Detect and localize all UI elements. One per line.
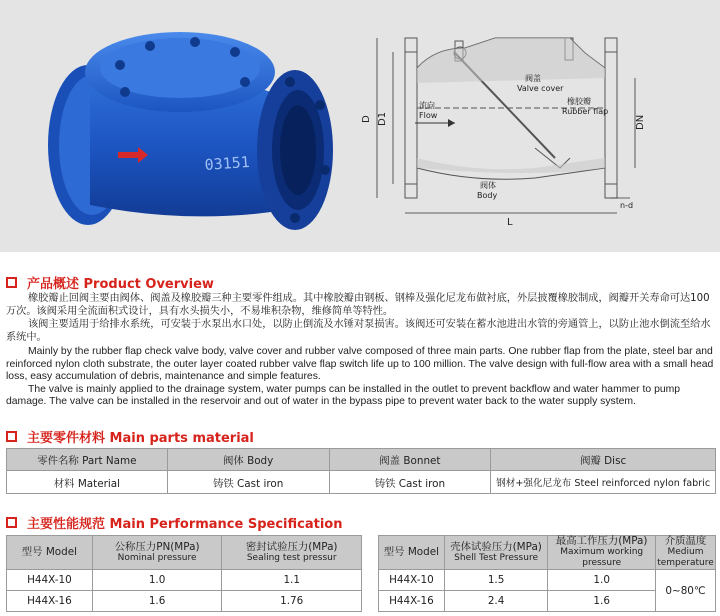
cell-material-label: 材料 Material [7, 471, 168, 494]
overview-title: 产品概述 Product Overview [27, 276, 214, 292]
cell-body-material: 铸铁 Cast iron [167, 471, 329, 494]
header-nominal-pressure: 公称压力PN(MPa) Nominal pressure [92, 536, 222, 570]
label-flow-cn: 流向 [419, 101, 435, 110]
label-body-en: Body [477, 191, 498, 200]
square-bullet-icon [6, 277, 17, 288]
overview-cn-paragraph-2: 该阀主要适用于给排水系统，可安装于水泵出水口处，以防止倒流及水锤对泵损害。该阀还可安装在蓄水池进出水管的旁通管上，以防止池水倒流至给水系统中。 [6, 319, 711, 343]
table-header-row [7, 449, 716, 471]
header-body: 阀体 Body [167, 449, 329, 471]
header-sealing-test-pressure: 密封试验压力(MPa) Sealing test pressur [222, 536, 362, 570]
header-bonnet: 阀盖 Bonnet [329, 449, 491, 471]
cell-working-pressure: 1.0 [548, 570, 656, 591]
table-header-row [379, 536, 716, 570]
casting-text: 03151 [204, 152, 251, 174]
table-row [379, 570, 716, 591]
label-dim-dn: DN [635, 114, 646, 130]
header-shell-test-pressure: 壳体试验压力(MPa) Shell Test Pressure [444, 536, 548, 570]
cell-model: H44X-16 [7, 591, 93, 612]
header-max-working-pressure: 最高工作压力(MPa) Maximum working pressure [548, 536, 656, 570]
product-banner [0, 0, 720, 252]
cell-nominal-pressure: 1.6 [92, 591, 222, 612]
table-row [7, 471, 716, 494]
parts-title: 主要零件材料 Main parts material [27, 430, 254, 446]
cell-working-pressure: 1.6 [548, 591, 656, 612]
parts-heading [6, 427, 254, 445]
label-rubber-flap-cn: 橡胶瓣 [567, 97, 591, 106]
label-dim-d: D [361, 115, 372, 123]
cell-model: H44X-16 [379, 591, 445, 612]
performance-heading [6, 513, 342, 531]
performance-table-left [6, 535, 362, 612]
header-medium-temperature: 介质温度 Medium temperature [657, 535, 714, 568]
overview-heading [6, 273, 214, 291]
overview-en-text [6, 346, 714, 409]
cell-temperature: 0~80℃ [655, 570, 715, 612]
performance-title: 主要性能规范 Main Performance Specification [27, 516, 343, 532]
overview-cn-paragraph-1: 橡胶瓣止回阀主要由阀体、阀盖及橡胶瓣三种主要零件组成。其中橡胶瓣由钢板、钢棒及强化尼龙布做衬底，外层披覆橡胶制成，阀瓣开关寿命可达100万次。该阀采用全流面积式设计，具有水头损失小，不易堆积杂物，维修简单等特性。 [6, 293, 710, 317]
valve-section-drawing [355, 8, 715, 248]
label-valve-cover-cn: 阀盖 [525, 74, 541, 83]
cell-model: H44X-10 [7, 570, 93, 591]
table-row [7, 570, 362, 591]
cell-disc-material: 钢材+强化尼龙布 Steel reinforced nylon fabric [491, 471, 716, 494]
cell-sealing-pressure: 1.76 [222, 591, 362, 612]
label-rubber-flap-en: Rubber flap [562, 107, 609, 116]
label-dim-nd: n-d [620, 201, 634, 210]
label-dim-l: L [507, 217, 513, 228]
square-bullet-icon [6, 431, 17, 442]
cell-sealing-pressure: 1.1 [222, 570, 362, 591]
cell-bonnet-material: 铸铁 Cast iron [329, 471, 491, 494]
header-part-name: 零件名称 Part Name [7, 449, 168, 471]
label-flow-en: Flow [419, 111, 438, 120]
cell-nominal-pressure: 1.0 [92, 570, 222, 591]
overview-en-paragraph-2: The valve is mainly applied to the drainage system, water pumps can be installed in the outlet to prevent backflow and water hammer to pump damage. The valve can be installed in the reservoir and out of water in the bypass pipe to prevent water back to the water supply system. [6, 383, 681, 408]
label-dim-d1: D1 [377, 111, 388, 126]
square-bullet-icon [6, 517, 17, 528]
header-model: 型号 Model [7, 536, 93, 570]
valve-product-photo [30, 10, 340, 245]
parts-material-table [6, 448, 716, 494]
performance-table-right [378, 535, 716, 612]
table-header-row [7, 536, 362, 570]
table-row [7, 591, 362, 612]
cell-shell-pressure: 1.5 [444, 570, 548, 591]
overview-en-paragraph-1: Mainly by the rubber flap check valve body, valve cover and rubber valve composed of three main parts. One rubber flap from the plate, steel bar and reinforced nylon cloth substrate, the outer layer coated rubber valve flap switch life up to 100 million. The valve design with full-flow area with a small head loss, easy accumulation of debris, maintenance and simple features. [6, 346, 714, 383]
label-body-cn: 阀体 [480, 181, 496, 190]
header-model: 型号 Model [379, 536, 445, 570]
cell-model: H44X-10 [379, 570, 445, 591]
header-disc: 阀瓣 Disc [491, 449, 716, 471]
cell-shell-pressure: 2.4 [444, 591, 548, 612]
label-valve-cover-en: Valve cover [517, 84, 564, 93]
overview-cn-text [6, 292, 714, 344]
